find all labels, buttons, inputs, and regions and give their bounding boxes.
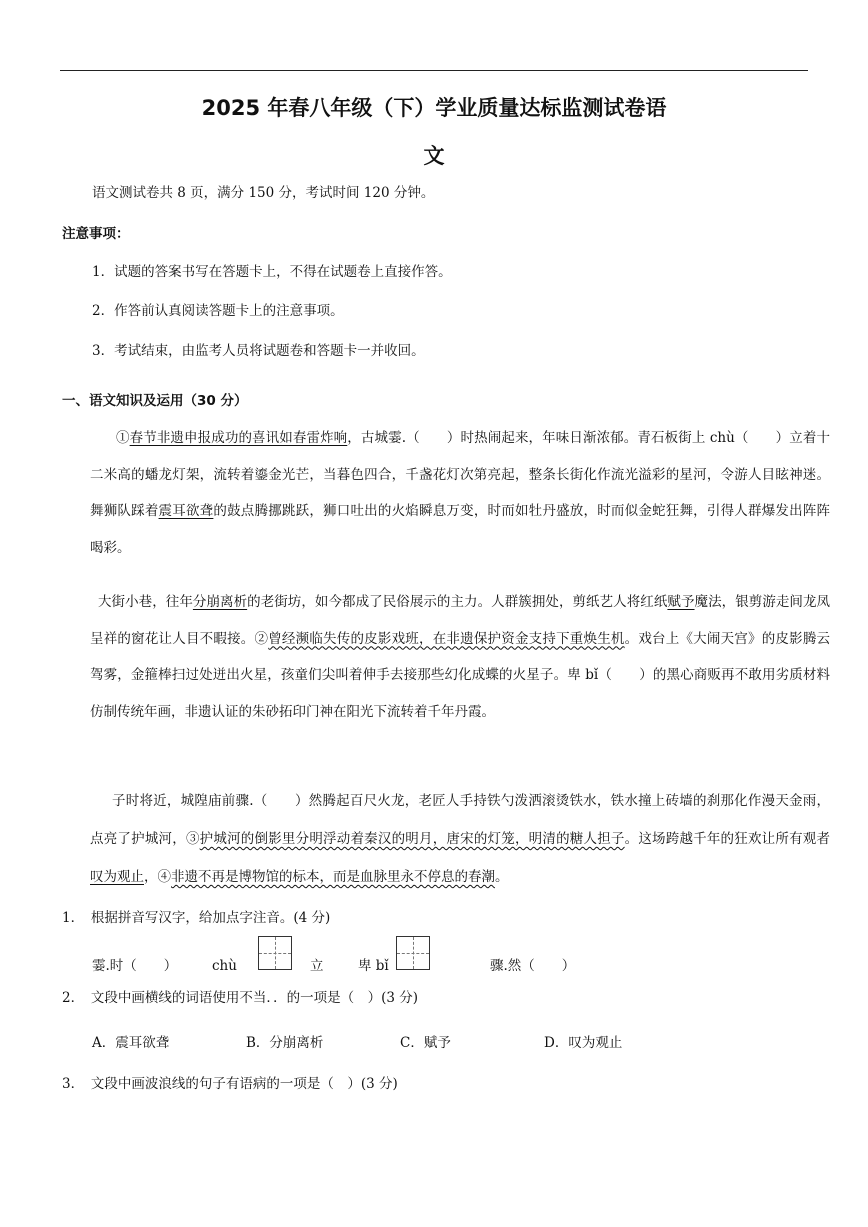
section1-heading: 一、语文知识及运用（30 分） bbox=[62, 393, 248, 409]
sentence-mark-3: ③ bbox=[185, 831, 200, 847]
underlined-word-zhener: 震耳欲聋 bbox=[158, 503, 214, 520]
q2-option-d[interactable]: D．叹为观止 bbox=[544, 1035, 623, 1051]
q1-item-zhou: 骤.然（ ） bbox=[490, 958, 576, 974]
paragraph-2-start: 大街小巷，往年 bbox=[98, 594, 193, 610]
wavy-sentence-3: 护城河的倒影里分明浮动着秦汉的明月，唐宋的灯笼，明清的糖人担子 bbox=[199, 831, 625, 847]
q1-answer-box-bi[interactable] bbox=[396, 936, 430, 970]
paragraph-2-text: 的老街坊，如今都成了民俗展示的主力。人群簇拥处，剪纸艺人将红纸 bbox=[247, 594, 668, 610]
paragraph-3-comma: ， bbox=[144, 869, 158, 885]
sentence-mark-4: ④ bbox=[157, 869, 171, 885]
q1-item-bei-pinyin: 卑 bǐ bbox=[358, 958, 389, 974]
sentence-mark-2: ② bbox=[254, 630, 269, 647]
note-item-2: 2．作答前认真阅读答题卡上的注意事项。 bbox=[92, 303, 344, 319]
q1-answer-box-chu[interactable] bbox=[258, 936, 292, 970]
wavy-sentence-4: 非遗不再是博物馆的标本，而是血脉里永不停息的春潮 bbox=[171, 869, 495, 885]
sentence-mark-1: ① bbox=[116, 430, 130, 446]
underlined-word-tanwei: 叹为观止 bbox=[90, 869, 144, 885]
q2-option-c[interactable]: C．赋予 bbox=[400, 1035, 451, 1051]
exam-title-line2: 文 bbox=[423, 144, 445, 168]
paragraph-3-end: 。 bbox=[495, 869, 509, 885]
question-1: 1． 根据拼音写汉字，给加点字注音。(4 分) bbox=[62, 910, 331, 926]
paragraph-1-end: 的鼓点腾挪跳跃，狮口吐出的火焰瞬息万变，时而如牡丹盛放，时而似金蛇狂舞，引得人群爆发出阵阵喝彩。 bbox=[90, 503, 831, 556]
q2-option-b[interactable]: B．分崩离析 bbox=[246, 1035, 324, 1051]
header-rule bbox=[60, 70, 808, 71]
q1-item-chu-pinyin: chù bbox=[212, 958, 237, 974]
paragraph-3-start: 子时将近，城隍庙前骤.（ ）然腾起百尺火龙，老匠人手持铁勺泼洒滚烫铁水，铁水撞上砖墙的刹那化作漫天金雨，点亮了护城河， bbox=[90, 793, 830, 847]
paragraph-1-text: ，古城霎.（ ）时热闹起来，年味日渐浓郁。青石板街上 chù（ ）立着十二米高的蟠龙灯架，流转着鎏金光芒，当暮色四合，千盏花灯次第亮起，整条长街化作流光溢彩的星河，令游人目眩神迷。舞狮队踩着 bbox=[90, 430, 830, 520]
q1-item-sha: 霎.时（ ） bbox=[92, 958, 178, 974]
passage-paragraph-1 bbox=[90, 420, 830, 566]
paragraph-3-text: 。这场跨越千年的狂欢让所有观者 bbox=[624, 831, 831, 847]
question-3: 3． 文段中画波浪线的句子有语病的一项是（ ）(3 分) bbox=[62, 1076, 398, 1092]
exam-title-line1: 2025 年春八年级（下）学业质量达标监测试卷语 bbox=[201, 96, 667, 120]
wavy-sentence-2: 曾经濒临失传的皮影戏班，在非遗保护资金支持下重焕生机 bbox=[268, 630, 625, 647]
paragraph-2-text-b: 魔法，银剪游走间龙凤呈祥的窗花让人目不暇接。 bbox=[90, 594, 831, 647]
notes-heading: 注意事项： bbox=[62, 226, 130, 242]
underlined-sentence-1: 春节非遗申报成功的喜讯如春雷炸响 bbox=[129, 430, 348, 446]
question-2: 2． 文段中画横线的词语使用不当．．的一项是（ ）(3 分) bbox=[62, 990, 419, 1006]
q2-option-a[interactable]: A．震耳欲聋 bbox=[92, 1035, 170, 1051]
passage-paragraph-2 bbox=[90, 584, 830, 730]
exam-intro: 语文测试卷共 8 页，满分 150 分，考试时间 120 分钟。 bbox=[92, 185, 435, 201]
underlined-word-fuyu: 赋予 bbox=[667, 594, 695, 610]
note-item-3: 3．考试结束，由监考人员将试题卷和答题卡一并收回。 bbox=[92, 343, 425, 359]
q1-item-li: 立 bbox=[310, 958, 324, 974]
passage-paragraph-3 bbox=[90, 782, 830, 896]
paragraph-2-end: 。戏台上《大闹天宫》的皮影腾云驾雾，金箍棒扫过处迸出火星，孩童们尖叫着伸手去接那些幻化成蝶的火星子。卑 bǐ（ ）的黑心商贩再不敢用劣质材料仿制传统年画，非遗认证的朱砂拓印门神在阳光下流转着千年丹霞。 bbox=[90, 630, 831, 720]
note-item-1: 1．试题的答案书写在答题卡上，不得在试题卷上直接作答。 bbox=[92, 264, 452, 280]
underlined-word-fenbeng: 分崩离析 bbox=[192, 594, 248, 610]
